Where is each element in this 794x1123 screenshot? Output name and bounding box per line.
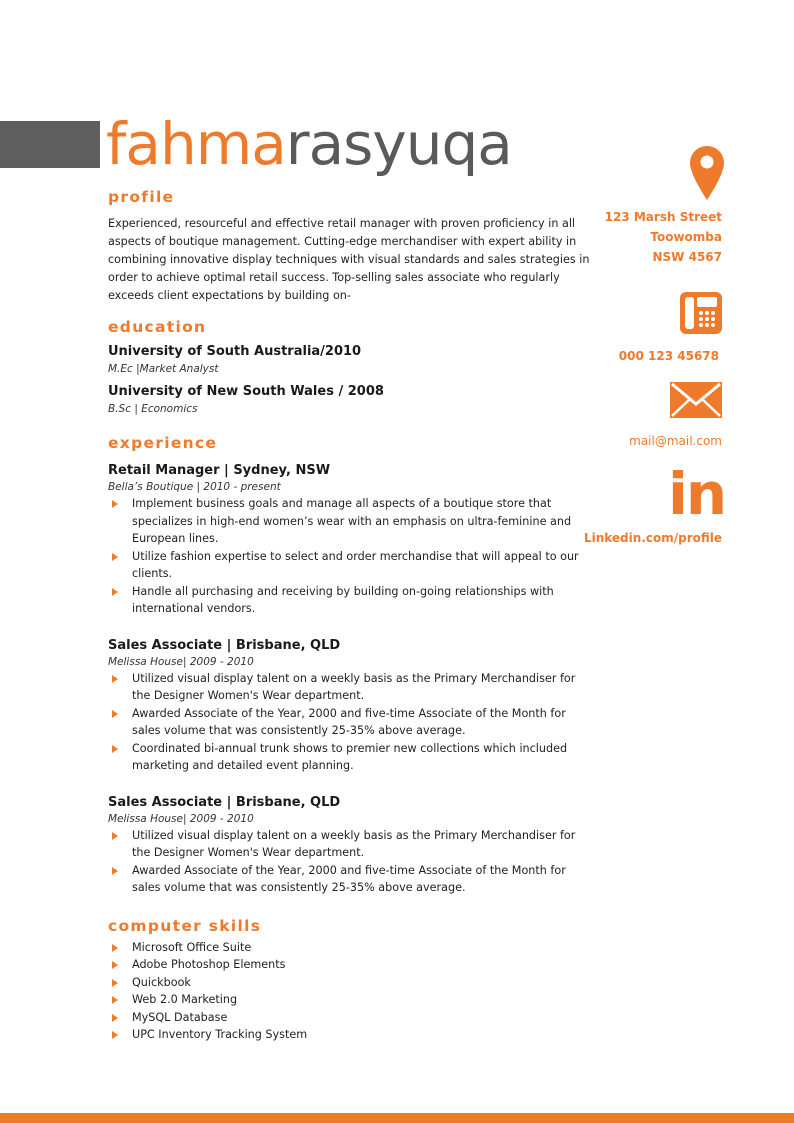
education-item [108,384,594,415]
job-entry [108,795,594,897]
skill-item: MySQL Database [108,1009,594,1027]
linkedin-link[interactable]: Linkedin.com/profile [583,531,722,545]
bullet-item: Awarded Associate of the Year, 2000 and five-time Associate of the Month for sales volume that was consistently 25-35% above average. [108,705,594,740]
phone-icon [680,292,722,334]
linkedin-icon: in [668,460,726,528]
bullet-item: Utilized visual display talent on a weekly basis as the Primary Merchandiser for the Designer Women's Wear department. [108,670,594,705]
bullet-item: Utilized visual display talent on a weekly basis as the Primary Merchandiser for the Designer Women's Wear department. [108,827,594,862]
job-title: Retail Manager | Sydney, NSW [108,463,331,478]
bullet-item: Utilize fashion expertise to select and order merchandise that will appeal to our clients. [108,548,594,583]
skill-item: Web 2.0 Marketing [108,991,594,1009]
job-subtitle: Melissa House| 2009 - 2010 [108,655,254,668]
footer-orange-bar [0,1113,794,1123]
envelope-icon [670,382,722,418]
address-line-1: 123 Marsh Street [604,210,722,224]
skill-item: Adobe Photoshop Elements [108,956,594,974]
education-school: University of New South Wales / 2008 [108,384,384,399]
job-title: Sales Associate | Brisbane, QLD [108,794,341,810]
address-block [522,207,722,267]
address-line-3: NSW 4567 [652,250,722,264]
candidate-name [106,104,512,184]
education-school: University of South Australia/2010 [108,344,362,359]
job-bullets [108,827,594,897]
job-bullets [108,670,594,775]
skills-heading: computer skills [108,916,262,935]
address-line-2: Toowomba [650,230,722,244]
skill-item: Quickbook [108,974,594,992]
bullet-item: Implement business goals and manage all aspects of a boutique store that specializes in high-end women’s wear with an emphasis on ultra-feminine and European lines. [108,495,594,548]
job-subtitle: Melissa House| 2009 - 2010 [108,812,254,825]
skills-list-clip [108,939,594,1041]
job-bullets [108,495,594,618]
education-detail: M.Ec |Market Analyst [108,363,219,375]
location-pin-icon [690,146,724,200]
job-title: Sales Associate | Brisbane, QLD [108,637,341,653]
bullet-item: Handle all purchasing and receiving by building on-going relationships with international vendors. [108,583,594,618]
main-column [108,188,594,1041]
job-subtitle: Bella’s Boutique | 2010 - present [108,481,281,493]
last-name: rasyuqa [285,110,512,178]
profile-text: Experienced, resourceful and effective retail manager with proven proficiency in all aspects of boutique management. Cutting-edge merchandiser with expert ability in combining innovative display techniques with visual standards and sales strategies in order to achieve optimal retail success. Top-selling sales associate who regularly exceeds client expectations by building on- [108,217,590,302]
job-entry [108,638,594,775]
header-gray-bar [0,121,100,168]
profile-heading: profile [108,188,175,206]
skill-item: Microsoft Office Suite [108,939,594,957]
bullet-item: Coordinated bi-annual trunk shows to premier new collections which included marketing and detailed event planning. [108,740,594,775]
email-link[interactable]: mail@mail.com [629,434,722,448]
education-heading: education [108,318,207,336]
phone-number[interactable]: 000 123 45678 [618,349,719,363]
education-detail: B.Sc | Economics [108,403,198,415]
experience-heading: experience [108,434,218,452]
skills-list [108,939,594,1044]
skill-item: UPC Inventory Tracking System [108,1026,594,1044]
bullet-item: Awarded Associate of the Year, 2000 and five-time Associate of the Month for sales volume that was consistently 25-35% above average. [108,862,594,897]
first-name: fahma [106,110,286,178]
